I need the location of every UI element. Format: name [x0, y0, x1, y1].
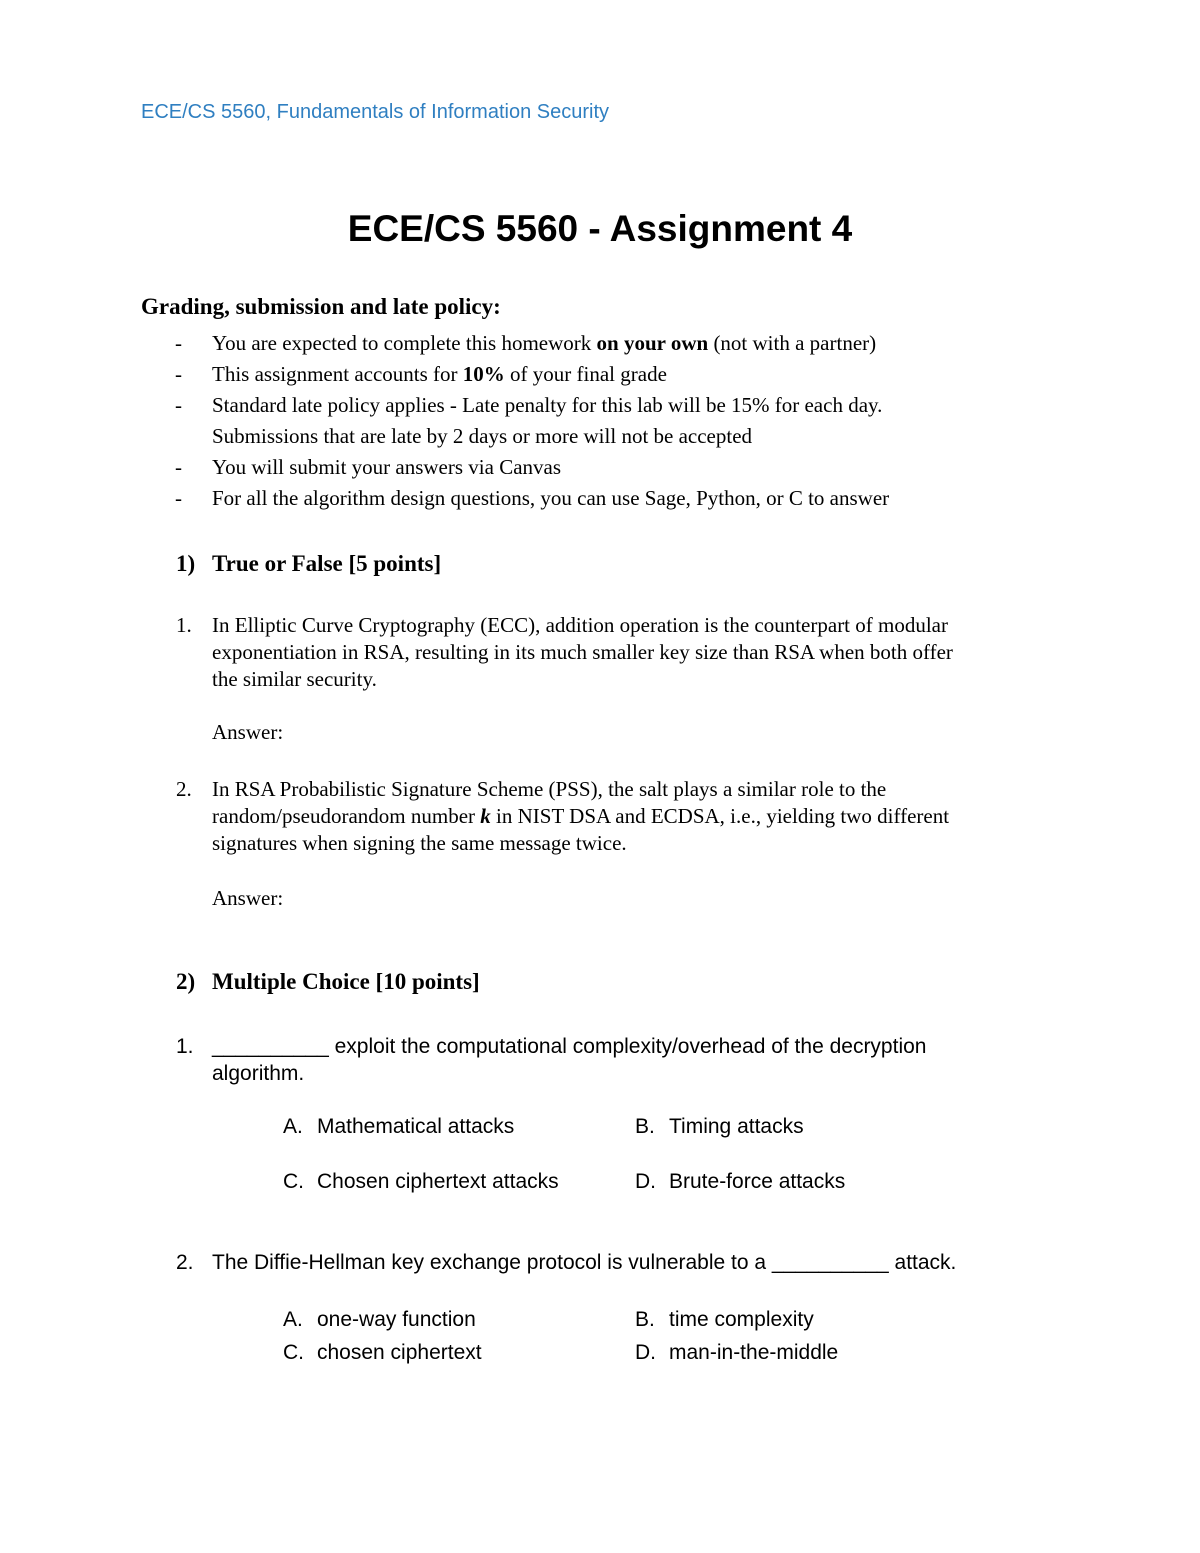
section-2-heading: 2) Multiple Choice [10 points] — [176, 969, 480, 994]
tf-question-2-line1: In RSA Probabilistic Signature Scheme (PSS), the salt plays a similar role to the — [212, 777, 887, 801]
mc-question-2-line1: The Diffie-Hellman key exchange protocol is vulnerable to a __________ attack. — [212, 1251, 957, 1274]
section-1-heading: 1) True or False [5 points] — [176, 551, 442, 576]
tf-question-1-number: 1. — [176, 613, 192, 637]
tf-question-2-answer-label: Answer: — [212, 886, 284, 910]
mc-question-1-line1: __________ exploit the computational complexity/overhead of the decryption — [212, 1035, 927, 1058]
policy-bullet-2: This assignment accounts for 10% of your final grade — [212, 362, 667, 386]
mc-question-2-option-b: B. time complexity — [635, 1308, 814, 1331]
bullet-marker: - — [175, 393, 182, 417]
mc-question-1-number: 1. — [176, 1035, 194, 1058]
assignment-title: ECE/CS 5560 - Assignment 4 — [347, 208, 853, 249]
policy-bullet-5: For all the algorithm design questions, you can use Sage, Python, or C to answer — [212, 486, 890, 510]
mc-question-2-number: 2. — [176, 1251, 194, 1274]
tf-question-2-line2: random/pseudorandom number k in NIST DSA and ECDSA, i.e., yielding two different — [212, 804, 950, 828]
mc-question-1-option-a: A. Mathematical attacks — [283, 1115, 515, 1138]
mc-question-2-option-a: A. one-way function — [283, 1308, 476, 1331]
mc-question-1-line2: algorithm. — [212, 1062, 305, 1085]
policy-heading: Grading, submission and late policy: — [141, 294, 501, 319]
bullet-marker: - — [175, 455, 182, 479]
mc-question-2-option-c: C. chosen ciphertext — [283, 1341, 482, 1364]
tf-question-1-answer-label: Answer: — [212, 720, 284, 744]
policy-bullet-4: You will submit your answers via Canvas — [212, 455, 562, 479]
tf-question-2-line3: signatures when signing the same message twice. — [212, 831, 627, 855]
tf-question-1-line1: In Elliptic Curve Cryptography (ECC), addition operation is the counterpart of modular — [212, 613, 948, 637]
policy-bullet-3-line2: Submissions that are late by 2 days or more will not be accepted — [212, 424, 753, 448]
policy-bullet-3-line1: Standard late policy applies - Late penalty for this lab will be 15% for each day. — [212, 393, 883, 417]
tf-question-1-line3: the similar security. — [212, 667, 377, 691]
mc-question-1-option-b: B. Timing attacks — [635, 1115, 804, 1138]
bullet-marker: - — [175, 362, 182, 386]
bullet-marker: - — [175, 331, 182, 355]
tf-question-1-line2: exponentiation in RSA, resulting in its much smaller key size than RSA when both offer — [212, 640, 953, 664]
policy-bullet-1: You are expected to complete this homework on your own (not with a partner) — [212, 331, 877, 355]
bullet-marker: - — [175, 486, 182, 510]
mc-question-1-option-d: D. Brute-force attacks — [635, 1170, 846, 1193]
tf-question-2-number: 2. — [176, 777, 192, 801]
mc-question-1-option-c: C. Chosen ciphertext attacks — [283, 1170, 559, 1193]
mc-question-2-option-d: D. man-in-the-middle — [635, 1341, 839, 1364]
course-header: ECE/CS 5560, Fundamentals of Information Security — [141, 101, 610, 123]
